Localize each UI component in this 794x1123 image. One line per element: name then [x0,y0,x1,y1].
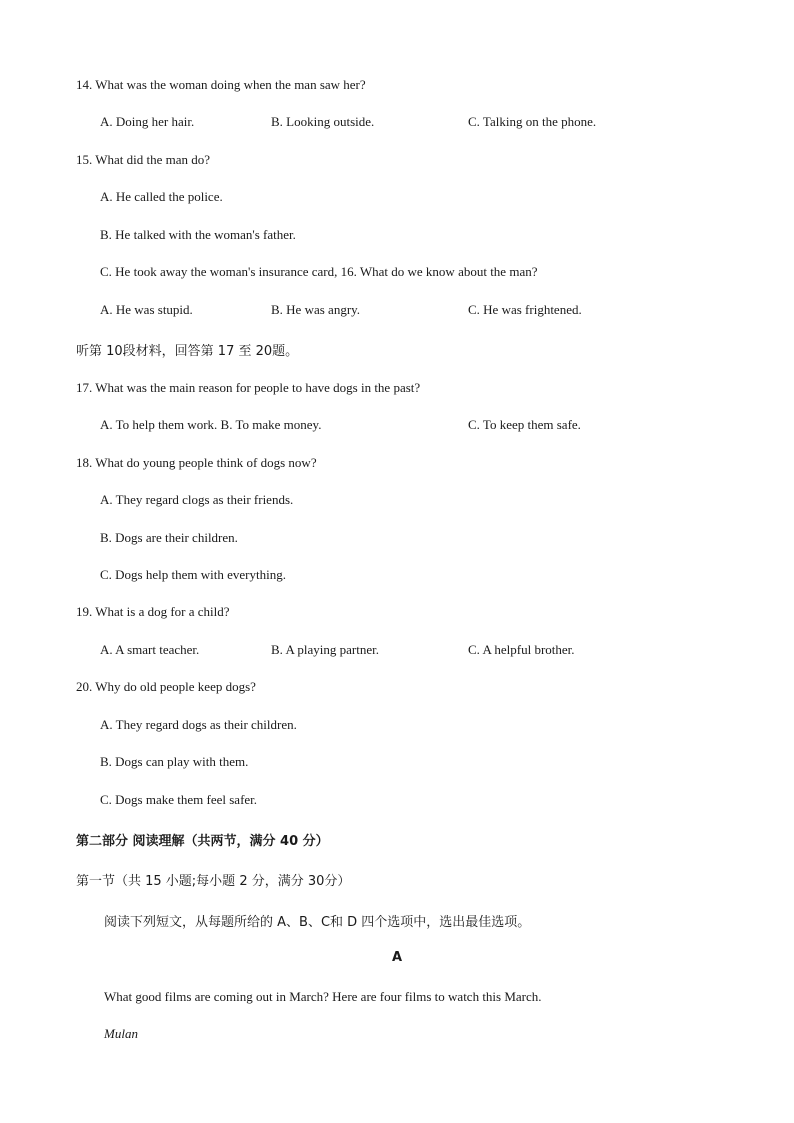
q18-option-b: B. Dogs are their children. [100,530,238,545]
question-15: 15. What did the man do? [76,152,211,167]
section-1-heading: 第一节（共 15 小题;每小题 2 分，满分 30分） [76,874,351,889]
q19-option-c: C. A helpful brother. [468,642,575,657]
question-20: 20. Why do old people keep dogs? [76,679,256,694]
film-title: Mulan [104,1026,138,1041]
q14-option-c: C. Talking on the phone. [468,114,597,129]
part-2-heading: 第二部分 阅读理解（共两节，满分 40 分） [76,834,329,849]
reading-instruction: 阅读下列短文，从每题所给的 A、B、C和 D 四个选项中，选出最佳选项。 [104,915,531,930]
q15-option-c: C. He took away the woman's insurance card, 16. What do we know about the man? [100,264,538,279]
q14-option-b: B. Looking outside. [271,114,375,129]
q20-option-a: A. They regard dogs as their children. [100,717,297,732]
q17-option-ab: A. To help them work. B. To make money. [100,417,322,432]
question-18: 18. What do young people think of dogs now? [76,455,317,470]
q18-option-c: C. Dogs help them with everything. [100,567,286,582]
q15-option-a: A. He called the police. [100,189,223,204]
question-14: 14. What was the woman doing when the man saw her? [76,77,366,92]
q20-option-c: C. Dogs make them feel safer. [100,792,258,807]
q14-option-a: A. Doing her hair. [100,114,195,129]
passage-intro: What good films are coming out in March? Here are four films to watch this March. [104,989,542,1004]
section-10-instruction: 听第 10段材料，回答第 17 至 20题。 [76,344,299,359]
q19-option-a: A. A smart teacher. [100,642,200,657]
q19-option-b: B. A playing partner. [271,642,379,657]
passage-label: A [391,950,403,965]
q17-option-c: C. To keep them safe. [468,417,581,432]
q16-option-c: C. He was frightened. [468,302,582,317]
q15-option-b: B. He talked with the woman's father. [100,227,296,242]
q18-option-a: A. They regard clogs as their friends. [100,492,294,507]
q20-option-b: B. Dogs can play with them. [100,754,249,769]
question-19: 19. What is a dog for a child? [76,604,230,619]
q16-option-a: A. He was stupid. [100,302,193,317]
q16-option-b: B. He was angry. [271,302,361,317]
question-17: 17. What was the main reason for people to have dogs in the past? [76,380,421,395]
